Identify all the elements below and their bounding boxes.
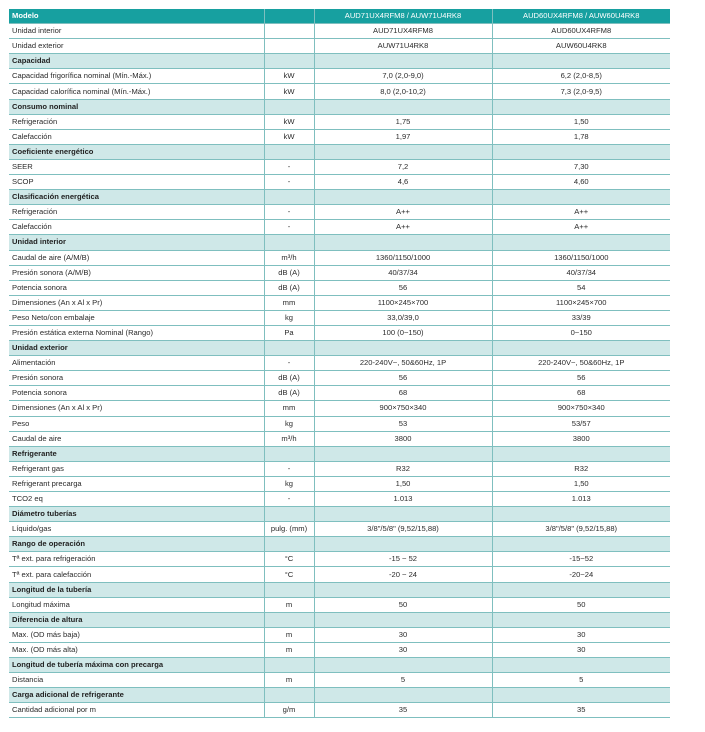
section-unit-cell xyxy=(264,341,314,356)
table-row xyxy=(9,114,670,129)
section-value-b-cell xyxy=(492,235,670,250)
row-value-a: 56 xyxy=(314,371,492,386)
section-row xyxy=(9,144,670,159)
row-unit: dB (A) xyxy=(264,386,314,401)
table-row xyxy=(9,325,670,340)
table-row xyxy=(9,280,670,295)
row-value-b: 0~150 xyxy=(492,325,670,340)
row-label: Presión estática externa Nominal (Rango) xyxy=(9,325,264,340)
row-label: Longitud máxima xyxy=(9,597,264,612)
row-value-a: 68 xyxy=(314,386,492,401)
row-value-b: 900×750×340 xyxy=(492,401,670,416)
row-value-b: 1.013 xyxy=(492,492,670,507)
section-title: Capacidad xyxy=(9,54,264,69)
row-unit: - xyxy=(264,492,314,507)
section-title: Coeficiente energético xyxy=(9,144,264,159)
section-row xyxy=(9,582,670,597)
row-value-a: 1100×245×700 xyxy=(314,295,492,310)
section-value-a-cell xyxy=(314,612,492,627)
row-unit: pulg. (mm) xyxy=(264,522,314,537)
table-row xyxy=(9,476,670,491)
row-unit: dB (A) xyxy=(264,265,314,280)
section-value-a-cell xyxy=(314,658,492,673)
section-value-a-cell xyxy=(314,144,492,159)
section-value-a-cell xyxy=(314,537,492,552)
row-value-b: 1100×245×700 xyxy=(492,295,670,310)
header-row xyxy=(9,9,670,24)
row-value-b: 5 xyxy=(492,673,670,688)
row-value-a: 30 xyxy=(314,627,492,642)
row-label: SEER xyxy=(9,159,264,174)
section-value-b-cell xyxy=(492,612,670,627)
row-value-a: 50 xyxy=(314,597,492,612)
row-value-a: 3/8"/5/8" (9,52/15,88) xyxy=(314,522,492,537)
row-value-b: 1,50 xyxy=(492,114,670,129)
row-unit: m³/h xyxy=(264,250,314,265)
row-value-b: -15~52 xyxy=(492,552,670,567)
row-value-a: 1,50 xyxy=(314,476,492,491)
row-unit: kW xyxy=(264,129,314,144)
row-unit xyxy=(264,24,314,39)
row-value-a: 53 xyxy=(314,416,492,431)
table-row xyxy=(9,205,670,220)
row-label: Presión sonora xyxy=(9,371,264,386)
row-value-b: 7,30 xyxy=(492,159,670,174)
row-label: Distancia xyxy=(9,673,264,688)
section-unit-cell xyxy=(264,144,314,159)
table-row xyxy=(9,356,670,371)
header-label: Modelo xyxy=(9,9,264,24)
row-value-a: 7,2 xyxy=(314,159,492,174)
row-unit: kW xyxy=(264,84,314,99)
section-value-b-cell xyxy=(492,537,670,552)
section-value-b-cell xyxy=(492,582,670,597)
row-unit: m xyxy=(264,597,314,612)
section-value-a-cell xyxy=(314,190,492,205)
row-unit: m³/h xyxy=(264,431,314,446)
row-value-b: AUW60U4RK8 xyxy=(492,39,670,54)
row-label: Calefacción xyxy=(9,129,264,144)
row-value-a: 1.013 xyxy=(314,492,492,507)
row-label: SCOP xyxy=(9,175,264,190)
row-label: Presión sonora (A/M/B) xyxy=(9,265,264,280)
row-value-a: AUW71U4RK8 xyxy=(314,39,492,54)
spec-table-body xyxy=(9,9,670,718)
section-row xyxy=(9,612,670,627)
header-model-b: AUD60UX4RFM8 / AUW60U4RK8 xyxy=(492,9,670,24)
row-label: Dimensiones (An x Al x Pr) xyxy=(9,401,264,416)
row-value-b: 33/39 xyxy=(492,310,670,325)
section-row xyxy=(9,507,670,522)
row-value-b: 53/57 xyxy=(492,416,670,431)
section-value-b-cell xyxy=(492,688,670,703)
table-row xyxy=(9,416,670,431)
row-value-b: 220-240V~, 50&60Hz, 1P xyxy=(492,356,670,371)
table-row xyxy=(9,431,670,446)
table-row xyxy=(9,522,670,537)
row-value-a: 30 xyxy=(314,642,492,657)
row-value-a: AUD71UX4RFM8 xyxy=(314,24,492,39)
row-unit: - xyxy=(264,175,314,190)
row-unit: m xyxy=(264,642,314,657)
row-label: Dimensiones (An x Al x Pr) xyxy=(9,295,264,310)
header-unit xyxy=(264,9,314,24)
row-label: TCO2 eq xyxy=(9,492,264,507)
row-value-a: 100 (0~150) xyxy=(314,325,492,340)
section-title: Unidad interior xyxy=(9,235,264,250)
table-row xyxy=(9,371,670,386)
table-row xyxy=(9,461,670,476)
section-value-b-cell xyxy=(492,658,670,673)
section-value-a-cell xyxy=(314,99,492,114)
section-unit-cell xyxy=(264,446,314,461)
row-value-a: 3800 xyxy=(314,431,492,446)
row-label: Caudal de aire xyxy=(9,431,264,446)
row-unit: - xyxy=(264,461,314,476)
row-value-b: 7,3 (2,0-9,5) xyxy=(492,84,670,99)
table-row xyxy=(9,703,670,718)
section-value-b-cell xyxy=(492,144,670,159)
section-unit-cell xyxy=(264,612,314,627)
row-label: Refrigeración xyxy=(9,114,264,129)
section-unit-cell xyxy=(264,507,314,522)
row-value-a: -15 ~ 52 xyxy=(314,552,492,567)
row-value-b: 35 xyxy=(492,703,670,718)
table-row xyxy=(9,295,670,310)
row-unit: kg xyxy=(264,476,314,491)
table-row xyxy=(9,265,670,280)
row-value-b: 1,50 xyxy=(492,476,670,491)
section-value-b-cell xyxy=(492,507,670,522)
section-value-a-cell xyxy=(314,582,492,597)
row-unit: mm xyxy=(264,295,314,310)
section-row xyxy=(9,190,670,205)
table-row xyxy=(9,627,670,642)
section-value-a-cell xyxy=(314,341,492,356)
row-value-a: 1,75 xyxy=(314,114,492,129)
table-row xyxy=(9,220,670,235)
row-label: Tª ext. para calefacción xyxy=(9,567,264,582)
section-title: Rango de operación xyxy=(9,537,264,552)
section-unit-cell xyxy=(264,99,314,114)
row-unit: °C xyxy=(264,552,314,567)
row-unit: m xyxy=(264,627,314,642)
section-title: Longitud de la tubería xyxy=(9,582,264,597)
section-value-b-cell xyxy=(492,446,670,461)
section-value-a-cell xyxy=(314,54,492,69)
row-unit: kW xyxy=(264,69,314,84)
table-row xyxy=(9,39,670,54)
row-value-a: 35 xyxy=(314,703,492,718)
table-row xyxy=(9,84,670,99)
section-title: Diferencia de altura xyxy=(9,612,264,627)
section-value-b-cell xyxy=(492,99,670,114)
section-value-a-cell xyxy=(314,688,492,703)
row-value-b: 1360/1150/1000 xyxy=(492,250,670,265)
table-row xyxy=(9,159,670,174)
section-value-a-cell xyxy=(314,507,492,522)
table-row xyxy=(9,597,670,612)
row-unit: kg xyxy=(264,416,314,431)
row-unit: m xyxy=(264,673,314,688)
table-row xyxy=(9,552,670,567)
row-label: Potencia sonora xyxy=(9,280,264,295)
section-title: Diámetro tuberías xyxy=(9,507,264,522)
row-value-a: 8,0 (2,0-10,2) xyxy=(314,84,492,99)
section-row xyxy=(9,658,670,673)
section-unit-cell xyxy=(264,658,314,673)
section-row xyxy=(9,537,670,552)
row-value-a: 56 xyxy=(314,280,492,295)
row-value-b: 54 xyxy=(492,280,670,295)
row-value-b: 6,2 (2,0-8,5) xyxy=(492,69,670,84)
row-value-b: 4,60 xyxy=(492,175,670,190)
row-unit: - xyxy=(264,220,314,235)
row-unit: dB (A) xyxy=(264,280,314,295)
row-value-a: 220-240V~, 50&60Hz, 1P xyxy=(314,356,492,371)
row-label: Refrigerant precarga xyxy=(9,476,264,491)
section-row xyxy=(9,688,670,703)
row-unit: kg xyxy=(264,310,314,325)
row-unit: - xyxy=(264,159,314,174)
table-row xyxy=(9,401,670,416)
section-row xyxy=(9,446,670,461)
row-unit: - xyxy=(264,356,314,371)
row-unit: dB (A) xyxy=(264,371,314,386)
section-title: Carga adicional de refrigerante xyxy=(9,688,264,703)
section-value-a-cell xyxy=(314,235,492,250)
row-label: Peso Neto/con embalaje xyxy=(9,310,264,325)
row-value-a: 900×750×340 xyxy=(314,401,492,416)
section-title: Unidad exterior xyxy=(9,341,264,356)
row-value-b: 30 xyxy=(492,627,670,642)
section-unit-cell xyxy=(264,582,314,597)
table-row xyxy=(9,250,670,265)
row-value-b: 56 xyxy=(492,371,670,386)
row-label: Caudal de aire (A/M/B) xyxy=(9,250,264,265)
row-label: Capacidad calorífica nominal (Mín.-Máx.) xyxy=(9,84,264,99)
row-value-a: 4,6 xyxy=(314,175,492,190)
row-label: Potencia sonora xyxy=(9,386,264,401)
section-title: Refrigerante xyxy=(9,446,264,461)
row-unit: °C xyxy=(264,567,314,582)
row-value-b: 3/8"/5/8" (9,52/15,88) xyxy=(492,522,670,537)
row-value-b: 1,78 xyxy=(492,129,670,144)
row-value-b: -20~24 xyxy=(492,567,670,582)
section-title: Longitud de tubería máxima con precarga xyxy=(9,658,264,673)
row-value-a: A++ xyxy=(314,220,492,235)
row-label: Líquido/gas xyxy=(9,522,264,537)
section-unit-cell xyxy=(264,54,314,69)
row-value-a: 1360/1150/1000 xyxy=(314,250,492,265)
row-unit: Pa xyxy=(264,325,314,340)
section-title: Consumo nominal xyxy=(9,99,264,114)
row-value-a: -20 ~ 24 xyxy=(314,567,492,582)
row-label: Tª ext. para refrigeración xyxy=(9,552,264,567)
section-value-b-cell xyxy=(492,190,670,205)
row-value-a: 33,0/39,0 xyxy=(314,310,492,325)
row-label: Unidad interior xyxy=(9,24,264,39)
row-value-a: R32 xyxy=(314,461,492,476)
row-value-a: 5 xyxy=(314,673,492,688)
table-row xyxy=(9,642,670,657)
row-value-a: 1,97 xyxy=(314,129,492,144)
row-label: Peso xyxy=(9,416,264,431)
row-value-a: A++ xyxy=(314,205,492,220)
row-value-b: A++ xyxy=(492,220,670,235)
table-row xyxy=(9,567,670,582)
row-label: Capacidad frigorífica nominal (Mín.-Máx.) xyxy=(9,69,264,84)
row-value-b: 40/37/34 xyxy=(492,265,670,280)
row-label: Calefacción xyxy=(9,220,264,235)
table-row xyxy=(9,69,670,84)
row-label: Max. (OD más baja) xyxy=(9,627,264,642)
section-value-b-cell xyxy=(492,54,670,69)
section-row xyxy=(9,54,670,69)
row-value-b: 50 xyxy=(492,597,670,612)
row-value-b: 30 xyxy=(492,642,670,657)
row-unit: kW xyxy=(264,114,314,129)
row-value-b: A++ xyxy=(492,205,670,220)
section-row xyxy=(9,99,670,114)
row-value-a: 40/37/34 xyxy=(314,265,492,280)
table-row xyxy=(9,492,670,507)
row-value-b: 68 xyxy=(492,386,670,401)
section-unit-cell xyxy=(264,190,314,205)
table-row xyxy=(9,673,670,688)
header-model-a: AUD71UX4RFM8 / AUW71U4RK8 xyxy=(314,9,492,24)
table-row xyxy=(9,386,670,401)
section-row xyxy=(9,341,670,356)
section-row xyxy=(9,235,670,250)
row-label: Alimentación xyxy=(9,356,264,371)
row-label: Refrigeración xyxy=(9,205,264,220)
spec-table xyxy=(9,9,670,718)
row-unit xyxy=(264,39,314,54)
row-value-b: 3800 xyxy=(492,431,670,446)
table-row xyxy=(9,129,670,144)
section-value-b-cell xyxy=(492,341,670,356)
row-label: Cantidad adicional por m xyxy=(9,703,264,718)
row-label: Unidad exterior xyxy=(9,39,264,54)
row-label: Max. (OD más alta) xyxy=(9,642,264,657)
row-value-a: 7,0 (2,0-9,0) xyxy=(314,69,492,84)
section-title: Clasificación energética xyxy=(9,190,264,205)
table-row xyxy=(9,24,670,39)
section-unit-cell xyxy=(264,537,314,552)
table-row xyxy=(9,175,670,190)
section-unit-cell xyxy=(264,235,314,250)
row-label: Refrigerant gas xyxy=(9,461,264,476)
row-unit: g/m xyxy=(264,703,314,718)
row-value-b: R32 xyxy=(492,461,670,476)
row-unit: mm xyxy=(264,401,314,416)
section-value-a-cell xyxy=(314,446,492,461)
row-value-b: AUD60UX4RFM8 xyxy=(492,24,670,39)
section-unit-cell xyxy=(264,688,314,703)
row-unit: - xyxy=(264,205,314,220)
table-row xyxy=(9,310,670,325)
